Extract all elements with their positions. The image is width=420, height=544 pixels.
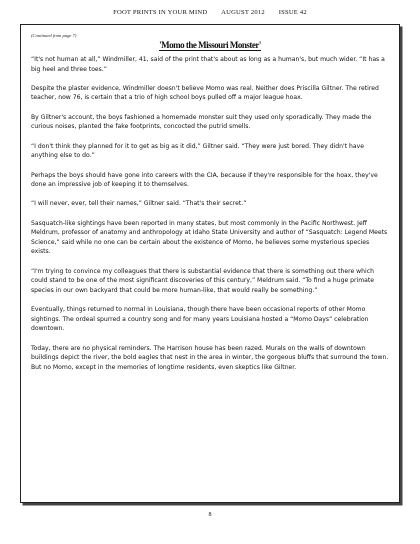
paragraph: Despite the plaster evidence, Windmiller doesn't believe Momo was real. Neither does Priscilla Giltner. The retired teacher, now 76, is certain that a trio of high school boys pulled off a major league hoax. <box>31 84 379 102</box>
article-title <box>31 40 389 50</box>
paragraph: “I don't think they planned for it to get as big as it did,” Giltner said. “They were just bored. They didn't have anything else to do.” <box>31 142 364 160</box>
paragraph: “I will never, ever, tell their names,” Giltner said. “That's their secret.” <box>31 200 247 208</box>
article-body <box>21 25 399 372</box>
paragraph: “It's not human at all,” Windmiller, 41, said of the print that's about as long as a human's, but much wider. “It has a big heel and three toes.” <box>31 56 385 73</box>
continued-note: (Continued from page 7) <box>31 33 77 38</box>
paragraph: Perhaps the boys should have gone into careers with the CIA, because if they're responsible for the hoax, they've done an impressive job of keeping it to themselves. <box>31 171 378 189</box>
article-title-text: 'Momo the Missouri Monster' <box>159 40 261 50</box>
paragraph: Today, there are no physical reminders. The Harrison house has been razed. Murals on the walls of downtown buildings depict the river, the bold eagles that nest in the area in winter, the gorgeous bluffs that surround the town. But no Momo, except in the memories of longtime residents, even skeptics like Giltner. <box>31 344 389 371</box>
paragraph: Eventually, things returned to normal in Louisiana, though there have been occasional reports of other Momo sightings. The ordeal spurred a country song and for many years Louisiana hosted a “Momo Days” celebration downtown. <box>31 306 369 333</box>
paragraph: By Giltner's account, the boys fashioned a homemade monster suit they used only sporadically. They made the curious noises, planted the fake footprints, concocted the putrid smells. <box>31 113 372 131</box>
article-frame <box>20 24 400 503</box>
paragraph: “I'm trying to convince my colleagues that there is substantial evidence that there is something out there which could stand to be one of the most significant discoveries of this century,” Meldrum said. “To find a huge primate species in our own backyard that could be more human-like, that would really be something.” <box>31 267 375 294</box>
publication-name: FOOT PRINTS IN YOUR MIND <box>113 9 208 16</box>
page-header <box>0 9 420 16</box>
issue-number: ISSUE 42 <box>278 9 307 16</box>
page-number: 8 <box>208 512 212 518</box>
issue-date: AUGUST 2012 <box>221 9 265 16</box>
paragraph: Sasquatch-like sightings have been reported in many states, but most commonly in the Pacific Northwest. Jeff Meldrum, professor of anatomy and anthropology at Idaho State University and author of “Sasquatch: Legend Meets Science,” said while no one can be certain about the existence of Momo, he believes some mysterious species exists. <box>31 219 388 256</box>
